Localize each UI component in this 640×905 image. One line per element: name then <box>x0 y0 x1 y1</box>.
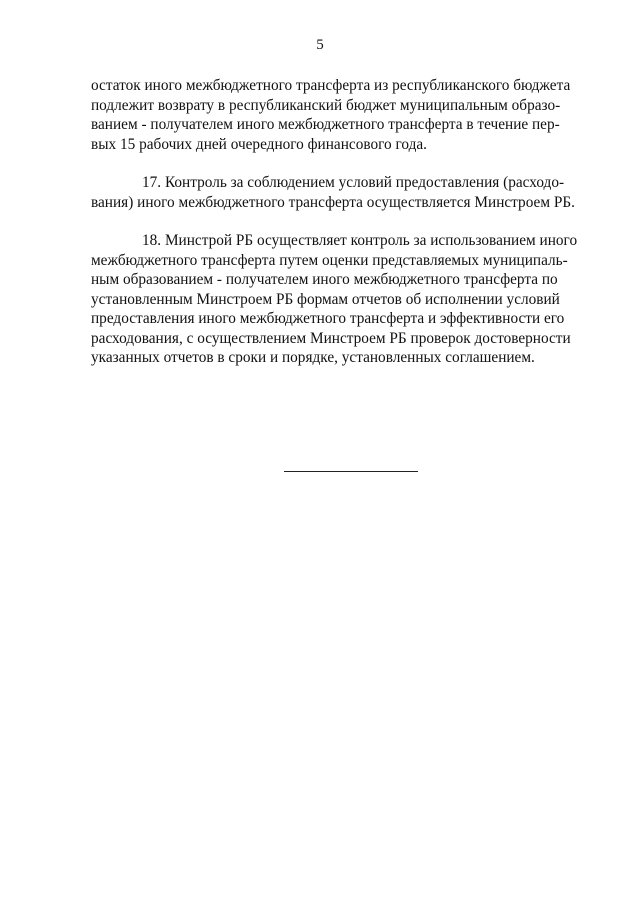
text-line: 17. Контроль за соблюдением условий предоставления (расходо- <box>142 174 565 191</box>
paragraph-continuation <box>91 76 571 154</box>
text-line: 18. Минстрой РБ осуществляет контроль за использованием иного <box>142 232 578 249</box>
paragraph-18 <box>91 231 578 368</box>
text-line: указанных отчетов в сроки и порядке, установленных соглашением. <box>91 349 535 366</box>
text-line: остаток иного межбюджетного трансферта из республиканского бюджета <box>91 77 571 94</box>
text-line: межбюджетного трансферта путем оценки представляемых муниципаль- <box>91 251 568 269</box>
text-line: вания) иного межбюджетного трансферта осуществляется Минстроем РБ. <box>91 193 575 211</box>
text-line: вых 15 рабочих дней очередного финансового года. <box>91 135 427 153</box>
end-separator-line <box>284 471 418 472</box>
paragraph-17 <box>91 173 575 212</box>
text-line: ным образованием - получателем иного межбюджетного трансферта по <box>91 271 558 288</box>
text-line: расходования, с осуществлением Минстроем РБ проверок достоверности <box>91 329 571 347</box>
text-line: подлежит возврату в республиканский бюджет муниципальным образо- <box>91 96 561 114</box>
page-number: 5 <box>316 37 324 53</box>
document-body <box>91 76 578 368</box>
text-line: предоставления иного межбюджетного трансферта и эффективности его <box>91 310 565 327</box>
text-line: ванием - получателем иного межбюджетного трансферта в течение пер- <box>91 116 560 133</box>
paragraph-spacer <box>91 154 551 173</box>
text-line: установленным Минстроем РБ формам отчетов об исполнении условий <box>91 290 560 308</box>
paragraph-spacer <box>91 212 551 231</box>
